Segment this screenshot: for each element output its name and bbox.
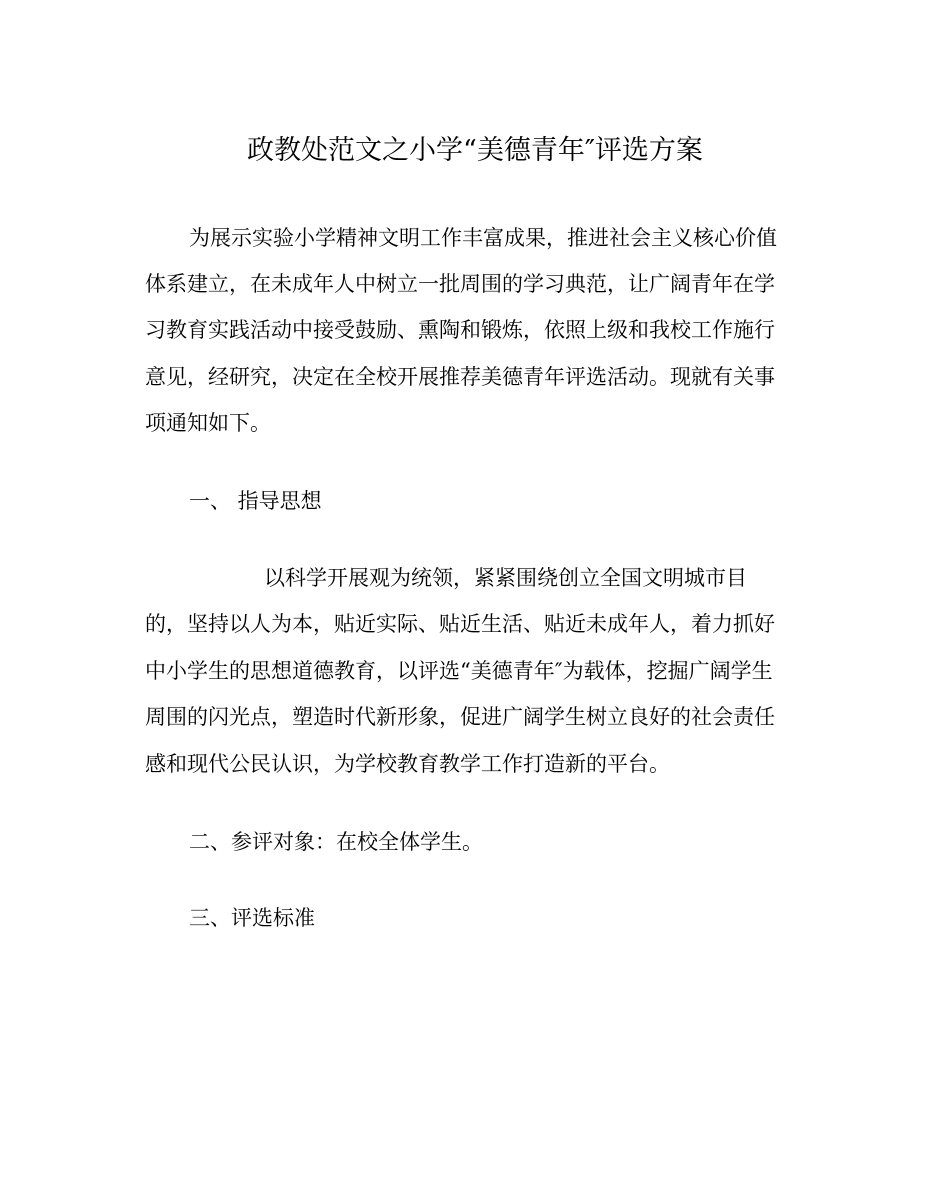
- guiding-line: 以科学开展观为统领，紧紧围绕创立全国文明城市目: [264, 566, 747, 590]
- section-heading-participants: 二、参评对象：在校全体学生。: [189, 830, 483, 854]
- guiding-line: 的，坚持以人为本，贴近实际、贴近生活、贴近未成年人，着力抓好: [145, 612, 775, 636]
- intro-line: 为展示实验小学精神文明工作丰富成果，推进社会主义核心价值: [189, 226, 777, 250]
- guiding-line: 周围的闪光点，塑造时代新形象，促进广阔学生树立良好的社会责任: [145, 705, 775, 729]
- guiding-line: 中小学生的思想道德教育，以评选“美德青年″为载体，挖掘广阔学生: [145, 659, 773, 683]
- intro-line: 体系建立，在未成年人中树立一批周围的学习典范，让广阔青年在学: [145, 272, 775, 296]
- intro-line: 项通知如下。: [145, 411, 271, 435]
- section-heading-criteria: 三、评选标准: [189, 906, 315, 930]
- document-title: 政教处范文之小学“美德青年″评选方案: [247, 135, 703, 166]
- guiding-line: 感和现代公民认识，为学校教育教学工作打造新的平台。: [145, 752, 670, 776]
- intro-line: 习教育实践活动中接受鼓励、熏陶和锻炼，依照上级和我校工作施行: [145, 318, 775, 342]
- intro-line: 意见，经研究，决定在全校开展推荐美德青年评选活动。现就有关事: [145, 365, 775, 389]
- section-heading-guiding-ideology: 一、 指导思想: [189, 489, 322, 513]
